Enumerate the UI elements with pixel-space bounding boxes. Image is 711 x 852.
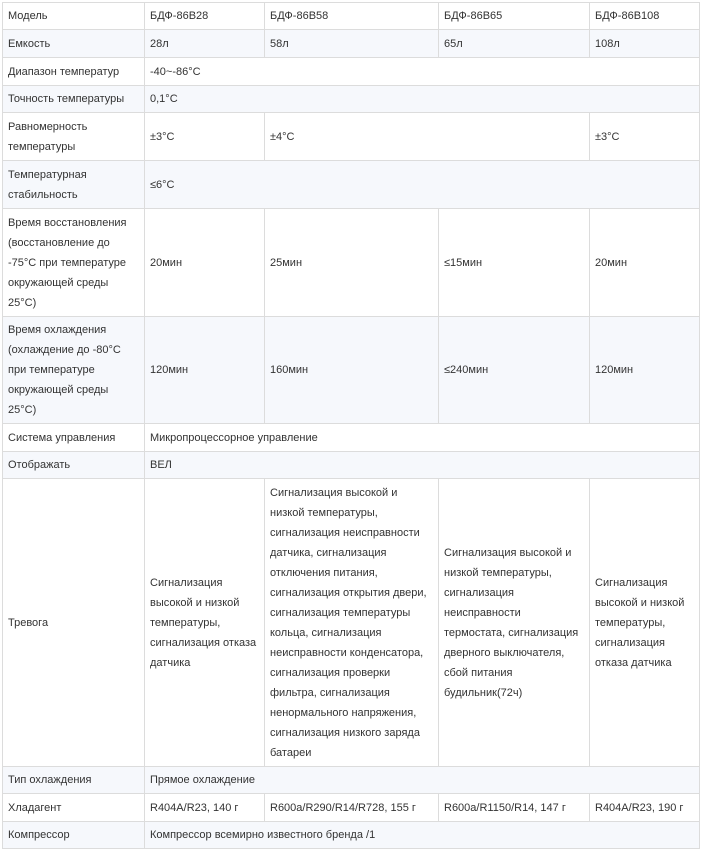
row-label: Отображать [3, 452, 145, 479]
table-cell: R600a/R290/R14/R728, 155 г [265, 794, 439, 822]
row-label: Точность температуры [3, 86, 145, 113]
table-row-control-system [3, 424, 700, 452]
table-cell: 108л [590, 30, 700, 58]
table-cell: Сигнализация высокой и низкой температуры, сигнализация отказа датчика [145, 479, 265, 767]
table-row-temp-stability [3, 161, 700, 209]
table-cell: -40~-86°C [145, 58, 700, 86]
table-cell: R404A/R23, 140 г [145, 794, 265, 822]
table-cell: 25мин [265, 209, 439, 317]
table-cell: БДФ-86В28 [145, 3, 265, 30]
table-cell: 20мин [145, 209, 265, 317]
row-label: Равномерность температуры [3, 113, 145, 161]
table-cell: БДФ-86В108 [590, 3, 700, 30]
table-cell: 0,1°C [145, 86, 700, 113]
table-cell: ±4°C [265, 113, 590, 161]
table-row-alarm [3, 479, 700, 767]
table-row-temp-uniformity [3, 113, 700, 161]
table-cell: Прямое охлаждение [145, 767, 700, 794]
table-row-temp-range [3, 58, 700, 86]
table-row-recovery-time [3, 209, 700, 317]
table-cell: БДФ-86В58 [265, 3, 439, 30]
table-row-display [3, 452, 700, 479]
table-cell: Компрессор всемирно известного бренда /1 [145, 822, 700, 849]
row-label: Емкость [3, 30, 145, 58]
table-cell: 28л [145, 30, 265, 58]
table-cell: БДФ-86В65 [439, 3, 590, 30]
table-cell: ≤240мин [439, 317, 590, 424]
table-cell: ≤6°C [145, 161, 700, 209]
spec-table [2, 2, 700, 849]
row-label: Система управления [3, 424, 145, 452]
row-label: Модель [3, 3, 145, 30]
table-row-cooling-type [3, 767, 700, 794]
table-cell: Сигнализация высокой и низкой температуры, сигнализация отказа датчика [590, 479, 700, 767]
row-label: Время восстановления (восстановление до -75°C при температуре окружающей среды 25°C) [3, 209, 145, 317]
table-row-capacity [3, 30, 700, 58]
table-cell: ±3°C [590, 113, 700, 161]
table-cell: 160мин [265, 317, 439, 424]
table-cell: R600a/R1150/R14, 147 г [439, 794, 590, 822]
table-cell: ВЕЛ [145, 452, 700, 479]
table-row-cooling-time [3, 317, 700, 424]
table-cell: 65л [439, 30, 590, 58]
table-cell: 120мин [145, 317, 265, 424]
row-label: Время охлаждения (охлаждение до -80°C при температуре окружающей среды 25°C) [3, 317, 145, 424]
table-cell: 20мин [590, 209, 700, 317]
table-cell: ≤15мин [439, 209, 590, 317]
table-cell: Микропроцессорное управление [145, 424, 700, 452]
table-cell: Сигнализация высокой и низкой температуры, сигнализация неисправности термостата, сигнализация дверного выключателя, сбой питания будильник(72ч) [439, 479, 590, 767]
row-label: Тревога [3, 479, 145, 767]
row-label: Компрессор [3, 822, 145, 849]
table-cell: 58л [265, 30, 439, 58]
table-cell: R404A/R23, 190 г [590, 794, 700, 822]
table-cell: ±3°C [145, 113, 265, 161]
table-row-compressor [3, 822, 700, 849]
row-label: Тип охлаждения [3, 767, 145, 794]
table-cell: Сигнализация высокой и низкой температуры, сигнализация неисправности датчика, сигнализация отключения питания, сигнализация открытия двери, сигнализация температуры кольца, сигнализация неисправности конденсатора, сигнализация проверки фильтра, сигнализация ненормального напряжения, сигнализация низкого заряда батареи [265, 479, 439, 767]
table-row-refrigerant [3, 794, 700, 822]
table-row-model [3, 3, 700, 30]
table-cell: 120мин [590, 317, 700, 424]
table-row-temp-accuracy [3, 86, 700, 113]
row-label: Хладагент [3, 794, 145, 822]
row-label: Температурная стабильность [3, 161, 145, 209]
row-label: Диапазон температур [3, 58, 145, 86]
